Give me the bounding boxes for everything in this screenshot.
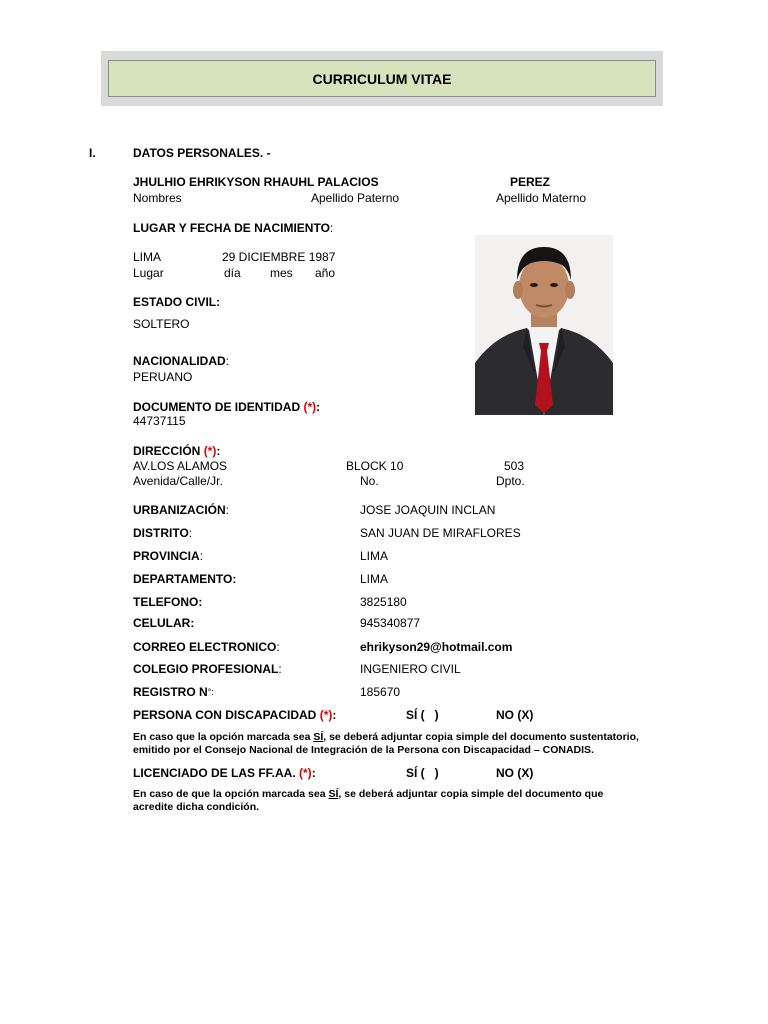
- discapacidad-note-b: , se deberá adjuntar copia simple del documento sustentatorio,: [323, 731, 639, 743]
- colegio-row: [133, 662, 282, 676]
- licenciado-note-si: SÍ: [328, 788, 339, 800]
- telefono-row: [133, 595, 202, 609]
- departamento-row: [133, 572, 236, 586]
- licenciado-note-line2: acredite dicha condición.: [133, 801, 260, 813]
- apellido-paterno-label: Apellido Paterno: [311, 191, 400, 205]
- celular-label: CELULAR:: [133, 616, 195, 630]
- colegio-label: COLEGIO PROFESIONAL: [133, 662, 279, 676]
- licenciado-note-b: , se deberá adjuntar copia simple del documento que: [338, 788, 604, 800]
- nacimiento-heading: LUGAR Y FECHA DE NACIMIENTO:: [133, 221, 334, 235]
- discapacidad-note-si: SÍ: [313, 731, 324, 743]
- nombres-value: JHULHIO EHRIKYSON RHAUHL PALACIOS: [133, 175, 379, 189]
- urbanizacion-row: [133, 503, 229, 517]
- lugar-label: Lugar: [133, 266, 164, 280]
- discapacidad-note-a: En caso que la opción marcada sea: [133, 731, 314, 743]
- provincia-label: PROVINCIA: [133, 549, 200, 563]
- distrito-value: SAN JUAN DE MIRAFLORES: [360, 526, 521, 540]
- distrito-row: [133, 526, 192, 540]
- direccion-label: DIRECCIÓN: [133, 444, 201, 458]
- documento-row: DOCUMENTO DE IDENTIDAD (*):: [133, 400, 321, 414]
- lugar-value: LIMA: [133, 250, 162, 264]
- correo-label: CORREO ELECTRONICO: [133, 640, 277, 654]
- discapacidad-note-line1: [133, 731, 639, 744]
- registro-value: 185670: [360, 685, 401, 699]
- avenida-label: Avenida/Calle/Jr.: [133, 474, 223, 488]
- celular-value: 945340877: [360, 616, 421, 630]
- dpto-value: 503: [504, 459, 525, 473]
- distrito-label: DISTRITO: [133, 526, 189, 540]
- direccion-row: DIRECCIÓN (*):: [133, 444, 221, 458]
- required-mark: (*): [303, 400, 317, 414]
- departamento-label: DEPARTAMENTO:: [133, 572, 237, 586]
- licenciado-label: LICENCIADO DE LAS FF.AA.: [133, 766, 296, 780]
- licenciado-note-line1: [133, 788, 603, 801]
- urbanizacion-value: JOSE JOAQUIN INCLAN: [360, 503, 496, 517]
- nacionalidad-label: NACIONALIDAD: [133, 354, 226, 368]
- licenciado-row: [133, 766, 316, 780]
- celular-row: [133, 616, 194, 630]
- provincia-value: LIMA: [360, 549, 389, 563]
- documento-label: DOCUMENTO DE IDENTIDAD: [133, 400, 301, 414]
- urbanizacion-label: URBANIZACIÓN: [133, 503, 226, 517]
- distrito-suffix: :: [188, 526, 193, 540]
- required-mark: (*): [299, 766, 312, 780]
- mes-label: mes: [270, 266, 293, 280]
- portrait-image: [475, 235, 613, 415]
- section-number: I.: [89, 146, 96, 160]
- nacimiento-label: LUGAR Y FECHA DE NACIMIENTO: [133, 221, 330, 235]
- licenciado-no-option: NO (X): [496, 766, 534, 780]
- avenida-value: AV.LOS ALAMOS: [133, 459, 228, 473]
- numero-label: No.: [360, 474, 379, 488]
- estado-civil-label: ESTADO CIVIL:: [133, 295, 221, 309]
- provincia-suffix: :: [199, 549, 204, 563]
- nacionalidad-value: PERUANO: [133, 370, 193, 384]
- documento-value: 44737115: [133, 414, 186, 428]
- profile-photo: [475, 235, 613, 415]
- departamento-value: LIMA: [360, 572, 389, 586]
- registro-row: [133, 685, 214, 699]
- colegio-suffix: :: [278, 662, 282, 676]
- correo-value: ehrikyson29@hotmail.com: [360, 640, 513, 654]
- colegio-value: INGENIERO CIVIL: [360, 662, 461, 676]
- dia-label: día: [224, 266, 241, 280]
- licenciado-colon: :: [311, 766, 316, 780]
- apellido-materno-value: PEREZ: [510, 175, 551, 189]
- telefono-label: TELEFONO:: [133, 595, 203, 609]
- required-mark: (*): [203, 444, 217, 458]
- section-heading: DATOS PERSONALES. -: [133, 146, 271, 160]
- nacionalidad-row: NACIONALIDAD:: [133, 354, 230, 368]
- discapacidad-row: [133, 708, 336, 722]
- discapacidad-label: PERSONA CON DISCAPACIDAD: [133, 708, 317, 722]
- urbanizacion-suffix: :: [225, 503, 230, 517]
- document-title: CURRICULUM VITAE: [108, 60, 656, 97]
- numero-value: BLOCK 10: [346, 459, 404, 473]
- estado-civil-value: SOLTERO: [133, 317, 190, 331]
- discapacidad-no-option: NO (X): [496, 708, 534, 722]
- required-mark: (*): [319, 708, 333, 722]
- provincia-row: [133, 549, 203, 563]
- anio-label: año: [315, 266, 336, 280]
- dpto-label: Dpto.: [496, 474, 525, 488]
- discapacidad-colon: :: [332, 708, 337, 722]
- registro-label: REGISTRO N: [133, 685, 208, 699]
- discapacidad-si-option: SÍ ( ): [406, 708, 439, 722]
- apellido-materno-label: Apellido Materno: [496, 191, 587, 205]
- nombres-label: Nombres: [133, 191, 182, 205]
- correo-row: [133, 640, 280, 654]
- registro-suffix: °:: [207, 687, 214, 697]
- licenciado-note-a: En caso de que la opción marcada sea: [133, 788, 329, 800]
- correo-suffix: :: [276, 640, 280, 654]
- fecha-value: 29 DICIEMBRE 1987: [222, 250, 336, 264]
- discapacidad-note-line2: emitido por el Consejo Nacional de Integración de la Persona con Discapacidad – CONADIS.: [133, 744, 594, 756]
- telefono-value: 3825180: [360, 595, 407, 609]
- licenciado-si-option: SÍ ( ): [406, 766, 439, 780]
